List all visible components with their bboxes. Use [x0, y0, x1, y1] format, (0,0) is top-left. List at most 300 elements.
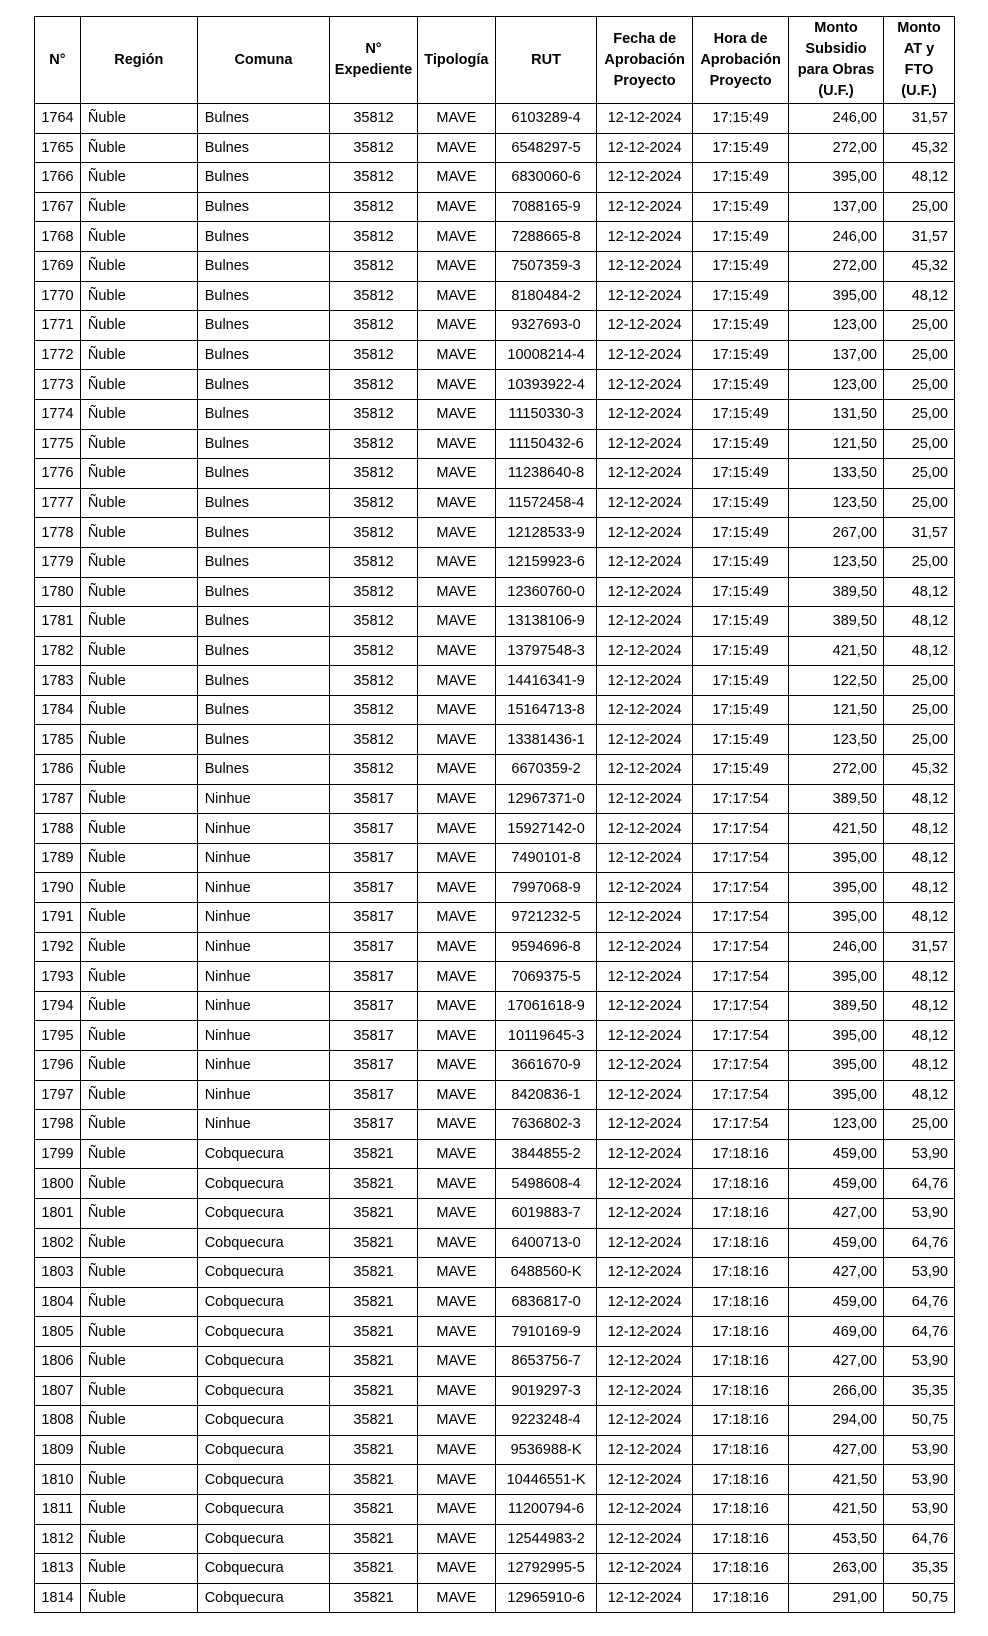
- cell-fecha: 12-12-2024: [597, 1080, 693, 1110]
- table-row: [35, 873, 955, 903]
- cell-monto-at-fto: 50,75: [883, 1406, 954, 1436]
- cell-rut: 8653756-7: [496, 1346, 597, 1376]
- cell-monto-subsidio: 123,00: [789, 1110, 884, 1140]
- cell-tipologia: MAVE: [417, 1287, 495, 1317]
- cell-tipologia: MAVE: [417, 1376, 495, 1406]
- cell-expediente: 35821: [330, 1554, 418, 1584]
- cell-numero: 1775: [35, 429, 81, 459]
- cell-expediente: 35812: [330, 311, 418, 341]
- cell-region: Ñuble: [80, 695, 197, 725]
- table-row: [35, 607, 955, 637]
- subsidy-table-container: [34, 16, 955, 1613]
- cell-monto-at-fto: 48,12: [883, 903, 954, 933]
- cell-region: Ñuble: [80, 607, 197, 637]
- cell-expediente: 35817: [330, 1051, 418, 1081]
- cell-hora: 17:15:49: [693, 636, 789, 666]
- cell-monto-subsidio: 389,50: [789, 991, 884, 1021]
- cell-rut: 15164713-8: [496, 695, 597, 725]
- cell-monto-at-fto: 31,57: [883, 518, 954, 548]
- cell-numero: 1785: [35, 725, 81, 755]
- table-row: [35, 1465, 955, 1495]
- cell-rut: 9327693-0: [496, 311, 597, 341]
- cell-rut: 10393922-4: [496, 370, 597, 400]
- cell-fecha: 12-12-2024: [597, 725, 693, 755]
- cell-rut: 12128533-9: [496, 518, 597, 548]
- cell-region: Ñuble: [80, 755, 197, 785]
- cell-hora: 17:18:16: [693, 1406, 789, 1436]
- cell-monto-subsidio: 246,00: [789, 222, 884, 252]
- cell-expediente: 35812: [330, 104, 418, 134]
- cell-hora: 17:17:54: [693, 962, 789, 992]
- cell-rut: 9223248-4: [496, 1406, 597, 1436]
- cell-region: Ñuble: [80, 666, 197, 696]
- cell-region: Ñuble: [80, 1287, 197, 1317]
- header-region: Región: [80, 17, 197, 104]
- cell-expediente: 35821: [330, 1435, 418, 1465]
- cell-tipologia: MAVE: [417, 311, 495, 341]
- cell-rut: 6548297-5: [496, 133, 597, 163]
- cell-monto-subsidio: 395,00: [789, 281, 884, 311]
- header-numero: N°: [35, 17, 81, 104]
- cell-region: Ñuble: [80, 1346, 197, 1376]
- cell-tipologia: MAVE: [417, 518, 495, 548]
- cell-monto-subsidio: 123,50: [789, 488, 884, 518]
- cell-hora: 17:18:16: [693, 1139, 789, 1169]
- cell-monto-at-fto: 25,00: [883, 311, 954, 341]
- cell-hora: 17:15:49: [693, 104, 789, 134]
- cell-region: Ñuble: [80, 163, 197, 193]
- cell-fecha: 12-12-2024: [597, 192, 693, 222]
- cell-expediente: 35812: [330, 577, 418, 607]
- cell-expediente: 35817: [330, 962, 418, 992]
- cell-expediente: 35812: [330, 725, 418, 755]
- cell-fecha: 12-12-2024: [597, 104, 693, 134]
- cell-rut: 12360760-0: [496, 577, 597, 607]
- cell-hora: 17:18:16: [693, 1554, 789, 1584]
- cell-region: Ñuble: [80, 636, 197, 666]
- cell-hora: 17:15:49: [693, 488, 789, 518]
- cell-hora: 17:18:16: [693, 1169, 789, 1199]
- cell-hora: 17:15:49: [693, 192, 789, 222]
- cell-tipologia: MAVE: [417, 459, 495, 489]
- cell-monto-at-fto: 50,75: [883, 1583, 954, 1613]
- cell-region: Ñuble: [80, 1258, 197, 1288]
- cell-monto-subsidio: 131,50: [789, 399, 884, 429]
- cell-hora: 17:15:49: [693, 311, 789, 341]
- cell-monto-subsidio: 389,50: [789, 784, 884, 814]
- cell-region: Ñuble: [80, 1198, 197, 1228]
- cell-monto-at-fto: 48,12: [883, 1021, 954, 1051]
- table-row: [35, 1346, 955, 1376]
- cell-expediente: 35817: [330, 784, 418, 814]
- cell-expediente: 35821: [330, 1376, 418, 1406]
- cell-numero: 1809: [35, 1435, 81, 1465]
- cell-comuna: Cobquecura: [197, 1554, 329, 1584]
- cell-hora: 17:15:49: [693, 547, 789, 577]
- cell-fecha: 12-12-2024: [597, 1435, 693, 1465]
- cell-fecha: 12-12-2024: [597, 399, 693, 429]
- cell-expediente: 35812: [330, 133, 418, 163]
- cell-numero: 1814: [35, 1583, 81, 1613]
- cell-comuna: Cobquecura: [197, 1435, 329, 1465]
- cell-region: Ñuble: [80, 843, 197, 873]
- cell-expediente: 35812: [330, 488, 418, 518]
- cell-monto-at-fto: 31,57: [883, 932, 954, 962]
- cell-rut: 9019297-3: [496, 1376, 597, 1406]
- cell-monto-subsidio: 123,50: [789, 725, 884, 755]
- cell-region: Ñuble: [80, 1524, 197, 1554]
- cell-expediente: 35817: [330, 1110, 418, 1140]
- cell-monto-subsidio: 459,00: [789, 1228, 884, 1258]
- cell-tipologia: MAVE: [417, 1317, 495, 1347]
- cell-monto-subsidio: 389,50: [789, 607, 884, 637]
- cell-monto-at-fto: 53,90: [883, 1465, 954, 1495]
- cell-fecha: 12-12-2024: [597, 666, 693, 696]
- cell-comuna: Ninhue: [197, 1080, 329, 1110]
- cell-region: Ñuble: [80, 1465, 197, 1495]
- table-row: [35, 222, 955, 252]
- cell-numero: 1765: [35, 133, 81, 163]
- cell-comuna: Bulnes: [197, 311, 329, 341]
- cell-tipologia: MAVE: [417, 1021, 495, 1051]
- cell-tipologia: MAVE: [417, 370, 495, 400]
- cell-numero: 1767: [35, 192, 81, 222]
- cell-rut: 7636802-3: [496, 1110, 597, 1140]
- cell-rut: 11572458-4: [496, 488, 597, 518]
- cell-comuna: Ninhue: [197, 1051, 329, 1081]
- cell-expediente: 35817: [330, 873, 418, 903]
- cell-monto-at-fto: 64,76: [883, 1169, 954, 1199]
- cell-monto-at-fto: 48,12: [883, 873, 954, 903]
- cell-comuna: Cobquecura: [197, 1376, 329, 1406]
- cell-monto-at-fto: 64,76: [883, 1317, 954, 1347]
- cell-comuna: Bulnes: [197, 340, 329, 370]
- cell-tipologia: MAVE: [417, 1406, 495, 1436]
- cell-monto-at-fto: 53,90: [883, 1346, 954, 1376]
- table-row: [35, 962, 955, 992]
- cell-rut: 12544983-2: [496, 1524, 597, 1554]
- cell-comuna: Bulnes: [197, 547, 329, 577]
- cell-fecha: 12-12-2024: [597, 1228, 693, 1258]
- cell-numero: 1813: [35, 1554, 81, 1584]
- cell-comuna: Cobquecura: [197, 1258, 329, 1288]
- table-row: [35, 784, 955, 814]
- cell-tipologia: MAVE: [417, 932, 495, 962]
- cell-numero: 1766: [35, 163, 81, 193]
- cell-numero: 1769: [35, 251, 81, 281]
- cell-monto-subsidio: 395,00: [789, 1021, 884, 1051]
- cell-monto-at-fto: 35,35: [883, 1554, 954, 1584]
- cell-rut: 7069375-5: [496, 962, 597, 992]
- cell-rut: 6103289-4: [496, 104, 597, 134]
- cell-comuna: Cobquecura: [197, 1583, 329, 1613]
- cell-hora: 17:17:54: [693, 1051, 789, 1081]
- cell-hora: 17:17:54: [693, 843, 789, 873]
- cell-monto-at-fto: 64,76: [883, 1524, 954, 1554]
- cell-region: Ñuble: [80, 133, 197, 163]
- table-row: [35, 1376, 955, 1406]
- cell-region: Ñuble: [80, 1317, 197, 1347]
- cell-hora: 17:17:54: [693, 873, 789, 903]
- cell-comuna: Bulnes: [197, 725, 329, 755]
- cell-numero: 1794: [35, 991, 81, 1021]
- cell-region: Ñuble: [80, 1110, 197, 1140]
- cell-monto-subsidio: 122,50: [789, 666, 884, 696]
- cell-comuna: Ninhue: [197, 814, 329, 844]
- cell-fecha: 12-12-2024: [597, 251, 693, 281]
- cell-rut: 11200794-6: [496, 1494, 597, 1524]
- cell-region: Ñuble: [80, 991, 197, 1021]
- cell-region: Ñuble: [80, 311, 197, 341]
- cell-tipologia: MAVE: [417, 843, 495, 873]
- cell-tipologia: MAVE: [417, 1139, 495, 1169]
- cell-fecha: 12-12-2024: [597, 962, 693, 992]
- cell-expediente: 35817: [330, 932, 418, 962]
- cell-numero: 1770: [35, 281, 81, 311]
- cell-tipologia: MAVE: [417, 547, 495, 577]
- cell-hora: 17:17:54: [693, 784, 789, 814]
- cell-monto-at-fto: 48,12: [883, 814, 954, 844]
- cell-monto-subsidio: 246,00: [789, 104, 884, 134]
- cell-expediente: 35812: [330, 340, 418, 370]
- cell-region: Ñuble: [80, 903, 197, 933]
- cell-numero: 1790: [35, 873, 81, 903]
- cell-monto-at-fto: 48,12: [883, 1051, 954, 1081]
- cell-comuna: Bulnes: [197, 695, 329, 725]
- cell-numero: 1772: [35, 340, 81, 370]
- cell-comuna: Bulnes: [197, 192, 329, 222]
- table-row: [35, 725, 955, 755]
- cell-expediente: 35812: [330, 222, 418, 252]
- cell-region: Ñuble: [80, 1554, 197, 1584]
- cell-comuna: Cobquecura: [197, 1406, 329, 1436]
- cell-region: Ñuble: [80, 399, 197, 429]
- cell-monto-at-fto: 25,00: [883, 1110, 954, 1140]
- table-row: [35, 1021, 955, 1051]
- cell-monto-at-fto: 25,00: [883, 547, 954, 577]
- cell-expediente: 35812: [330, 281, 418, 311]
- cell-comuna: Ninhue: [197, 1021, 329, 1051]
- cell-rut: 11238640-8: [496, 459, 597, 489]
- cell-fecha: 12-12-2024: [597, 340, 693, 370]
- cell-hora: 17:18:16: [693, 1198, 789, 1228]
- cell-fecha: 12-12-2024: [597, 311, 693, 341]
- cell-fecha: 12-12-2024: [597, 547, 693, 577]
- cell-monto-subsidio: 121,50: [789, 429, 884, 459]
- cell-hora: 17:17:54: [693, 1021, 789, 1051]
- cell-fecha: 12-12-2024: [597, 488, 693, 518]
- cell-tipologia: MAVE: [417, 163, 495, 193]
- cell-rut: 6019883-7: [496, 1198, 597, 1228]
- cell-rut: 12792995-5: [496, 1554, 597, 1584]
- cell-region: Ñuble: [80, 784, 197, 814]
- cell-monto-at-fto: 53,90: [883, 1435, 954, 1465]
- cell-hora: 17:17:54: [693, 932, 789, 962]
- cell-numero: 1782: [35, 636, 81, 666]
- cell-monto-subsidio: 395,00: [789, 1080, 884, 1110]
- cell-fecha: 12-12-2024: [597, 607, 693, 637]
- cell-rut: 13797548-3: [496, 636, 597, 666]
- cell-rut: 14416341-9: [496, 666, 597, 696]
- cell-numero: 1808: [35, 1406, 81, 1436]
- cell-comuna: Cobquecura: [197, 1494, 329, 1524]
- cell-numero: 1774: [35, 399, 81, 429]
- cell-numero: 1788: [35, 814, 81, 844]
- cell-region: Ñuble: [80, 873, 197, 903]
- cell-hora: 17:15:49: [693, 725, 789, 755]
- cell-tipologia: MAVE: [417, 1346, 495, 1376]
- cell-rut: 6488560-K: [496, 1258, 597, 1288]
- cell-expediente: 35812: [330, 251, 418, 281]
- cell-expediente: 35821: [330, 1406, 418, 1436]
- cell-fecha: 12-12-2024: [597, 281, 693, 311]
- cell-comuna: Ninhue: [197, 873, 329, 903]
- cell-hora: 17:15:49: [693, 251, 789, 281]
- table-row: [35, 1258, 955, 1288]
- cell-hora: 17:15:49: [693, 666, 789, 696]
- cell-monto-subsidio: 395,00: [789, 873, 884, 903]
- cell-comuna: Bulnes: [197, 104, 329, 134]
- cell-numero: 1804: [35, 1287, 81, 1317]
- table-row: [35, 547, 955, 577]
- cell-comuna: Ninhue: [197, 1110, 329, 1140]
- cell-hora: 17:15:49: [693, 577, 789, 607]
- cell-expediente: 35817: [330, 814, 418, 844]
- cell-rut: 9721232-5: [496, 903, 597, 933]
- header-expediente: N° Expediente: [330, 17, 418, 104]
- cell-fecha: 12-12-2024: [597, 932, 693, 962]
- table-row: [35, 311, 955, 341]
- cell-rut: 11150432-6: [496, 429, 597, 459]
- cell-comuna: Ninhue: [197, 991, 329, 1021]
- cell-numero: 1764: [35, 104, 81, 134]
- table-row: [35, 903, 955, 933]
- cell-numero: 1795: [35, 1021, 81, 1051]
- cell-fecha: 12-12-2024: [597, 636, 693, 666]
- cell-expediente: 35812: [330, 636, 418, 666]
- cell-fecha: 12-12-2024: [597, 518, 693, 548]
- cell-expediente: 35821: [330, 1198, 418, 1228]
- cell-comuna: Bulnes: [197, 636, 329, 666]
- cell-monto-subsidio: 421,50: [789, 636, 884, 666]
- cell-region: Ñuble: [80, 104, 197, 134]
- cell-tipologia: MAVE: [417, 755, 495, 785]
- table-row: [35, 1139, 955, 1169]
- cell-tipologia: MAVE: [417, 1110, 495, 1140]
- cell-monto-subsidio: 389,50: [789, 577, 884, 607]
- cell-expediente: 35817: [330, 1080, 418, 1110]
- cell-fecha: 12-12-2024: [597, 1406, 693, 1436]
- cell-monto-subsidio: 133,50: [789, 459, 884, 489]
- cell-tipologia: MAVE: [417, 1228, 495, 1258]
- cell-monto-subsidio: 294,00: [789, 1406, 884, 1436]
- table-row: [35, 666, 955, 696]
- cell-monto-subsidio: 137,00: [789, 192, 884, 222]
- cell-numero: 1801: [35, 1198, 81, 1228]
- cell-hora: 17:15:49: [693, 370, 789, 400]
- cell-rut: 12967371-0: [496, 784, 597, 814]
- cell-tipologia: MAVE: [417, 192, 495, 222]
- cell-monto-subsidio: 395,00: [789, 903, 884, 933]
- table-row: [35, 991, 955, 1021]
- cell-comuna: Bulnes: [197, 607, 329, 637]
- cell-hora: 17:18:16: [693, 1317, 789, 1347]
- header-monto-at-fto: Monto AT y FTO (U.F.): [883, 17, 954, 104]
- cell-tipologia: MAVE: [417, 784, 495, 814]
- cell-region: Ñuble: [80, 1080, 197, 1110]
- cell-monto-subsidio: 453,50: [789, 1524, 884, 1554]
- cell-tipologia: MAVE: [417, 488, 495, 518]
- cell-region: Ñuble: [80, 1021, 197, 1051]
- table-row: [35, 1051, 955, 1081]
- cell-expediente: 35821: [330, 1287, 418, 1317]
- cell-fecha: 12-12-2024: [597, 1524, 693, 1554]
- cell-rut: 5498608-4: [496, 1169, 597, 1199]
- cell-rut: 13138106-9: [496, 607, 597, 637]
- cell-tipologia: MAVE: [417, 903, 495, 933]
- table-row: [35, 755, 955, 785]
- cell-numero: 1783: [35, 666, 81, 696]
- cell-fecha: 12-12-2024: [597, 903, 693, 933]
- cell-monto-at-fto: 53,90: [883, 1258, 954, 1288]
- table-row: [35, 843, 955, 873]
- cell-monto-at-fto: 53,90: [883, 1494, 954, 1524]
- cell-monto-subsidio: 395,00: [789, 163, 884, 193]
- cell-tipologia: MAVE: [417, 695, 495, 725]
- cell-monto-subsidio: 427,00: [789, 1198, 884, 1228]
- cell-numero: 1791: [35, 903, 81, 933]
- cell-comuna: Ninhue: [197, 962, 329, 992]
- cell-comuna: Ninhue: [197, 784, 329, 814]
- cell-hora: 17:15:49: [693, 459, 789, 489]
- cell-rut: 7490101-8: [496, 843, 597, 873]
- cell-hora: 17:18:16: [693, 1583, 789, 1613]
- cell-tipologia: MAVE: [417, 725, 495, 755]
- cell-rut: 9536988-K: [496, 1435, 597, 1465]
- cell-expediente: 35821: [330, 1169, 418, 1199]
- cell-monto-subsidio: 395,00: [789, 1051, 884, 1081]
- cell-fecha: 12-12-2024: [597, 133, 693, 163]
- cell-fecha: 12-12-2024: [597, 1346, 693, 1376]
- cell-expediente: 35812: [330, 429, 418, 459]
- cell-hora: 17:15:49: [693, 222, 789, 252]
- cell-expediente: 35817: [330, 903, 418, 933]
- cell-monto-at-fto: 25,00: [883, 666, 954, 696]
- cell-monto-subsidio: 395,00: [789, 843, 884, 873]
- cell-expediente: 35812: [330, 666, 418, 696]
- cell-fecha: 12-12-2024: [597, 1583, 693, 1613]
- cell-comuna: Cobquecura: [197, 1317, 329, 1347]
- cell-tipologia: MAVE: [417, 222, 495, 252]
- cell-numero: 1787: [35, 784, 81, 814]
- cell-comuna: Cobquecura: [197, 1169, 329, 1199]
- cell-expediente: 35821: [330, 1583, 418, 1613]
- cell-monto-at-fto: 48,12: [883, 577, 954, 607]
- cell-rut: 7910169-9: [496, 1317, 597, 1347]
- cell-comuna: Cobquecura: [197, 1524, 329, 1554]
- table-row: [35, 814, 955, 844]
- table-row: [35, 1554, 955, 1584]
- cell-monto-subsidio: 469,00: [789, 1317, 884, 1347]
- cell-hora: 17:15:49: [693, 163, 789, 193]
- cell-numero: 1807: [35, 1376, 81, 1406]
- cell-expediente: 35821: [330, 1258, 418, 1288]
- cell-numero: 1799: [35, 1139, 81, 1169]
- cell-monto-at-fto: 53,90: [883, 1198, 954, 1228]
- cell-comuna: Bulnes: [197, 488, 329, 518]
- cell-numero: 1805: [35, 1317, 81, 1347]
- cell-monto-at-fto: 25,00: [883, 370, 954, 400]
